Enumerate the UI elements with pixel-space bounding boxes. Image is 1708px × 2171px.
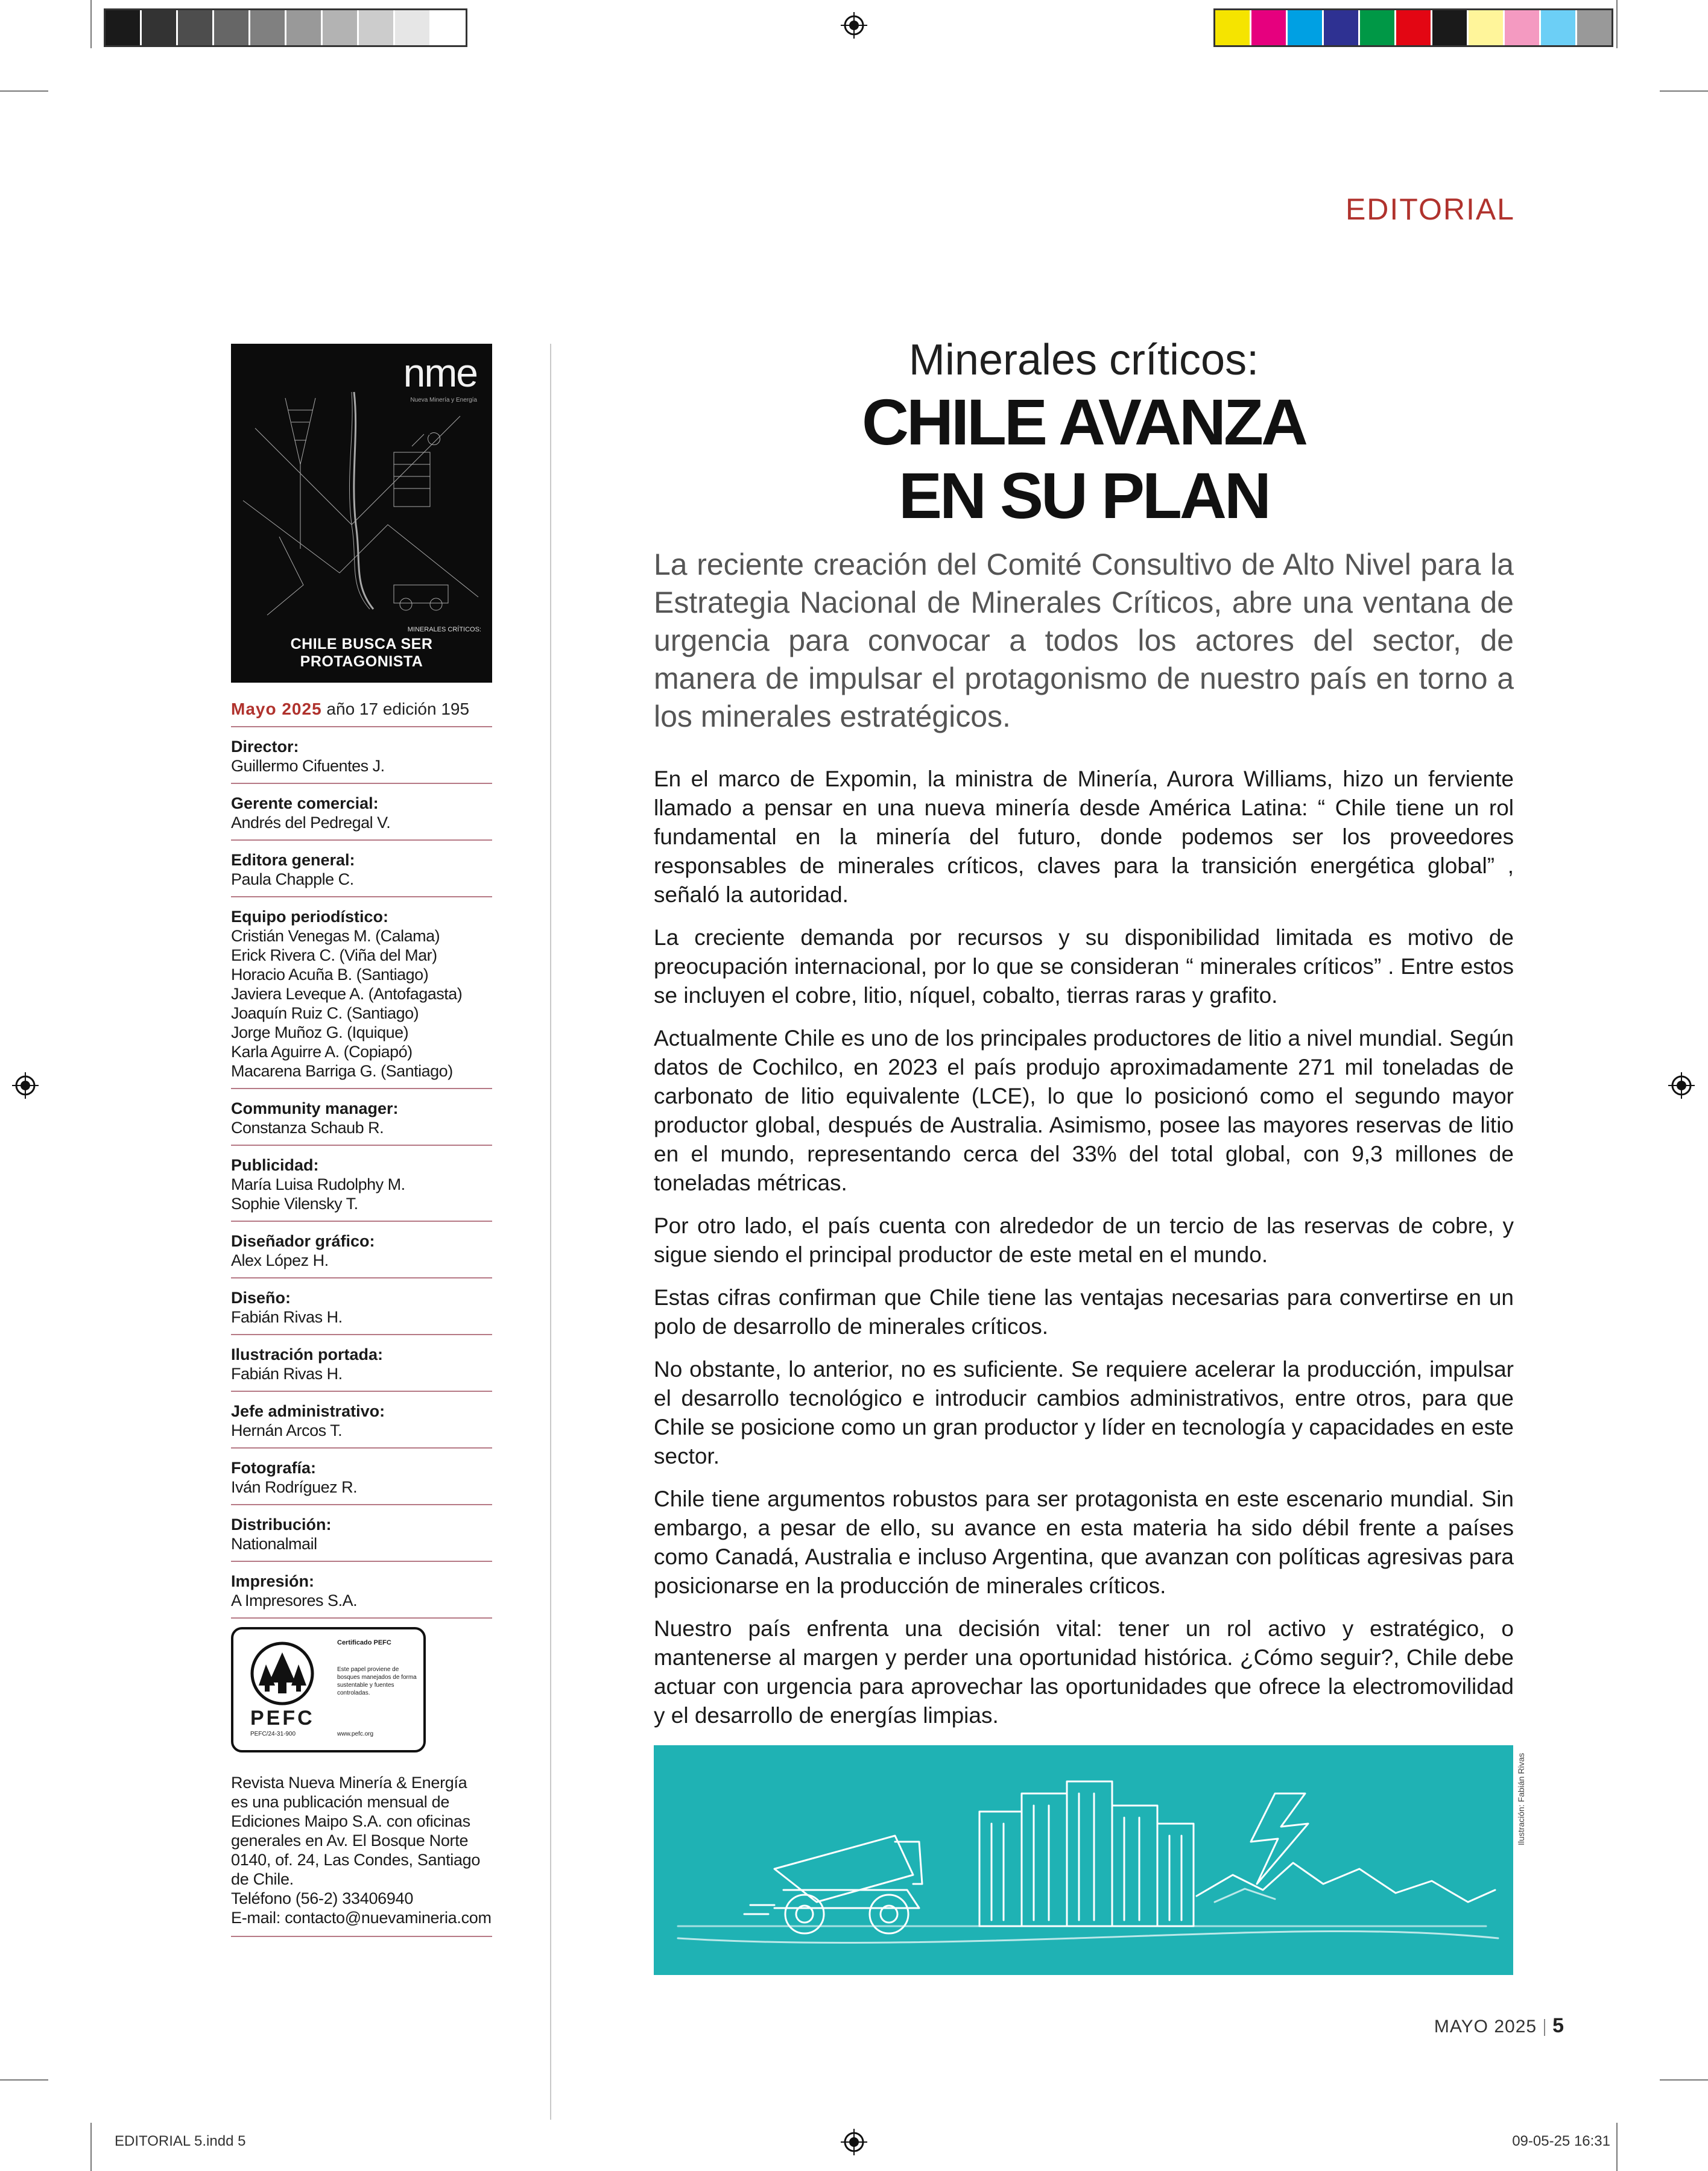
cover-subtitle: MINERALES CRÍTICOS: [407, 626, 481, 633]
pefc-brand: PEFC [250, 1707, 315, 1730]
registration-mark-left-icon [12, 1072, 39, 1099]
staff-role: Distribución: [231, 1515, 332, 1534]
article-body [654, 765, 1514, 1744]
staff-name: Joaquín Ruiz C. (Santiago) [231, 1004, 419, 1022]
page-number: 5 [1552, 2014, 1564, 2037]
staff-role: Diseño: [231, 1289, 291, 1307]
staff-role: Editora general: [231, 851, 355, 869]
process-color-swatch [1505, 10, 1541, 45]
staff-entry [231, 897, 492, 1089]
process-color-swatch [1251, 10, 1288, 45]
article-paragraph: Actualmente Chile es uno de los principales productores de litio a nivel mundial. Según datos de Cochilco, en 2023 el país produjo aproximadamente 271 mil toneladas de carbonato de litio equivalente (LCE), lo que lo posicionó como el segundo mayor productor global, después de Australia. Asimismo, posee las mayores reservas de litio en el mundo, representando cerca del 33% del total global, con 9,3 millones de toneladas métricas. [654, 1026, 1514, 1195]
staff-name: Jorge Muñoz G. (Iquique) [231, 1023, 409, 1041]
crop-mark [0, 2079, 48, 2081]
staff-name: Javiera Leveque A. (Antofagasta) [231, 985, 463, 1003]
masthead-column [231, 344, 492, 1937]
staff-role: Publicidad: [231, 1156, 319, 1174]
staff-role: Jefe administrativo: [231, 1402, 385, 1420]
staff-name: Erick Rivera C. (Viña del Mar) [231, 946, 437, 964]
gray-swatch [359, 10, 395, 45]
cover-logo-subtitle: Nueva Minería y Energía [410, 397, 477, 403]
publisher-line: 0140, of. 24, Las Condes, Santiago [231, 1851, 481, 1869]
staff-name: Alex López H. [231, 1251, 329, 1269]
crop-mark [1616, 0, 1618, 48]
process-color-swatch [1469, 10, 1505, 45]
staff-name: Hernán Arcos T. [231, 1421, 343, 1439]
gray-color-bar [104, 8, 467, 47]
staff-entry [231, 1335, 492, 1392]
headline-title-line-1: CHILE AVANZA [862, 385, 1306, 458]
gray-swatch [286, 10, 323, 45]
staff-name: Iván Rodríguez R. [231, 1478, 358, 1496]
pefc-tree-logo-icon [248, 1640, 317, 1707]
article-paragraph: Estas cifras confirman que Chile tiene las ventajas necesarias para convertirse en un polo de desarrollo de minerales críticos. [654, 1285, 1514, 1339]
pefc-code: PEFC/24-31-900 [250, 1731, 296, 1737]
staff-role: Equipo periodístico: [231, 908, 388, 926]
staff-entry [231, 1562, 492, 1619]
staff-list [231, 727, 492, 1619]
process-color-swatch [1577, 10, 1612, 45]
staff-role: Gerente comercial: [231, 794, 379, 812]
gray-swatch [106, 10, 142, 45]
crop-mark [1616, 2123, 1618, 2171]
staff-entry [231, 1222, 492, 1278]
staff-name: Karla Aguirre A. (Copiapó) [231, 1043, 413, 1061]
gray-swatch [250, 10, 286, 45]
pefc-website: www.pefc.org [337, 1731, 374, 1737]
staff-name: Fabián Rivas H. [231, 1308, 343, 1326]
staff-name: Andrés del Pedregal V. [231, 814, 391, 832]
staff-name: Paula Chapple C. [231, 870, 354, 888]
staff-role: Impresión: [231, 1572, 315, 1590]
staff-role: Ilustración portada: [231, 1345, 384, 1364]
edition-month: Mayo 2025 [231, 700, 322, 718]
gray-swatch [323, 10, 359, 45]
gray-swatch [178, 10, 214, 45]
article-illustration [654, 1745, 1513, 1975]
staff-entry [231, 1449, 492, 1505]
staff-name: A Impresores S.A. [231, 1591, 358, 1610]
article-paragraph: Por otro lado, el país cuenta con alrededor de un tercio de las reservas de cobre, y sigue siendo el principal productor de este metal en el mundo. [654, 1213, 1514, 1267]
edition-details: año 17 edición 195 [321, 700, 470, 718]
registration-mark-right-icon [1668, 1072, 1695, 1099]
publisher-line: Ediciones Maipo S.A. con oficinas [231, 1812, 470, 1830]
staff-entry [231, 1089, 492, 1146]
process-color-swatch [1215, 10, 1251, 45]
staff-name: Cristián Venegas M. (Calama) [231, 927, 440, 945]
publisher-line: Revista Nueva Minería & Energía [231, 1774, 467, 1792]
gray-swatch [395, 10, 431, 45]
publisher-line: es una publicación mensual de [231, 1793, 450, 1811]
pefc-description: Este papel proviene de bosques manejados de forma sustentable y fuentes controladas. [337, 1666, 417, 1696]
process-color-swatch [1541, 10, 1577, 45]
gray-swatch [142, 10, 178, 45]
staff-name: Horacio Acuña B. (Santiago) [231, 965, 429, 984]
gray-swatch [214, 10, 250, 45]
magazine-cover-image [231, 344, 492, 683]
staff-entry [231, 1146, 492, 1222]
staff-entry [231, 1278, 492, 1335]
staff-role: Director: [231, 738, 299, 756]
staff-entry [231, 1505, 492, 1562]
process-color-swatch [1360, 10, 1396, 45]
process-color-bar [1213, 8, 1613, 47]
headline-kicker: Minerales críticos: [908, 336, 1259, 384]
staff-role: Diseñador gráfico: [231, 1232, 375, 1250]
article-paragraph: La creciente demanda por recursos y su disponibilidad limitada es motivo de preocupación internacional, por lo que se consideran “ minerales críticos” . Entre estos se incluyen el cobre, litio, níquel, cobalto, tierras raras y grafito. [654, 925, 1514, 1008]
mining-city-energy-illustration [654, 1745, 1513, 1975]
article-lead: La reciente creación del Comité Consultivo de Alto Nivel para la Estrategia Nacional de Minerales Críticos, abre una ventana de urgencia para convocar a todos los actores del sector, de manera de impulsar el protagonismo de nuestro país en torno a los minerales estratégicos. [654, 548, 1514, 733]
article-paragraph: Chile tiene argumentos robustos para ser protagonista en este escenario mundial. Sin embargo, a pesar de ello, su avance en esta materia ha sido débil frente a países como Canadá, Australia e incluso Argentina, que avanzan con políticas agresivas para posicionarse en la producción de minerales críticos. [654, 1487, 1514, 1598]
staff-name: Nationalmail [231, 1535, 317, 1553]
headline-title-line-2: EN SU PLAN [898, 459, 1270, 532]
crop-mark [1660, 90, 1708, 92]
illustration-credit: Ilustración: Fabián Rivas [1516, 1752, 1526, 1845]
process-color-swatch [1288, 10, 1324, 45]
slug-filename: EDITORIAL 5.indd 5 [115, 2133, 246, 2149]
article-headline [654, 335, 1514, 532]
staff-name: Macarena Barriga G. (Santiago) [231, 1062, 453, 1080]
edition-line [231, 700, 492, 727]
publisher-line: Teléfono (56-2) 33406940 [231, 1889, 414, 1907]
staff-entry [231, 727, 492, 784]
staff-entry [231, 784, 492, 841]
staff-entry [231, 1392, 492, 1449]
crop-mark [90, 0, 92, 48]
gray-swatch [431, 10, 466, 45]
publisher-line: de Chile. [231, 1870, 294, 1888]
article-paragraph: Nuestro país enfrenta una decisión vital: tener un rol activo y estratégico, o mantenerse al margen y perder una oportunidad histórica. ¿Cómo seguir?, Chile debe actuar con urgencia para aprovechar las oportunidades que ofrece la electromovilidad y el desarrollo de energías limpias. [654, 1616, 1514, 1728]
article-paragraph: No obstante, lo anterior, no es suficiente. Se requiere acelerar la producción, impulsar el desarrollo tecnológico e introducir cambios administrativos, entre otros, para que Chile se posicione como un gran productor y líder en tecnología y capacidades en este sector. [654, 1357, 1514, 1468]
staff-name: Sophie Vilensky T. [231, 1195, 358, 1213]
article-paragraph: En el marco de Expomin, la ministra de Minería, Aurora Williams, hizo un ferviente llamado a pensar en una nueva minería desde América Latina: “ Chile tiene un rol fundamental en la minería del futuro, donde podemos ser los proveedores responsables de minerales críticos, claves para la transición energética global” , señaló la autoridad. [654, 766, 1514, 907]
folio-separator [1544, 2019, 1545, 2036]
registration-mark-bottom-icon [841, 2129, 867, 2155]
registration-mark-top-icon [841, 12, 867, 39]
staff-name: Fabián Rivas H. [231, 1365, 343, 1383]
process-color-swatch [1432, 10, 1469, 45]
staff-role: Community manager: [231, 1099, 399, 1117]
process-color-swatch [1396, 10, 1432, 45]
staff-entry [231, 841, 492, 897]
staff-name: María Luisa Rudolphy M. [231, 1175, 405, 1193]
section-label: EDITORIAL [1345, 192, 1515, 226]
publisher-line: generales en Av. El Bosque Norte [231, 1831, 469, 1850]
cover-title: CHILE BUSCA SER PROTAGONISTA [290, 636, 433, 670]
page-folio [1434, 2014, 1564, 2038]
staff-name: Constanza Schaub R. [231, 1119, 384, 1137]
folio-month: MAYO 2025 [1434, 2017, 1537, 2037]
staff-name: Guillermo Cifuentes J. [231, 757, 385, 775]
crop-mark [90, 2123, 92, 2171]
crop-mark [0, 90, 48, 92]
publisher-line: E-mail: contacto@nuevamineria.com [231, 1909, 492, 1927]
staff-role: Fotografía: [231, 1459, 316, 1477]
pefc-certification-badge [231, 1627, 426, 1752]
column-divider [550, 344, 551, 2120]
publisher-info [231, 1773, 492, 1937]
cover-logo: nme [403, 350, 477, 395]
pefc-title: Certificado PEFC [337, 1639, 391, 1646]
process-color-swatch [1324, 10, 1360, 45]
slug-datetime: 09-05-25 16:31 [1512, 2133, 1610, 2149]
crop-mark [1660, 2079, 1708, 2081]
